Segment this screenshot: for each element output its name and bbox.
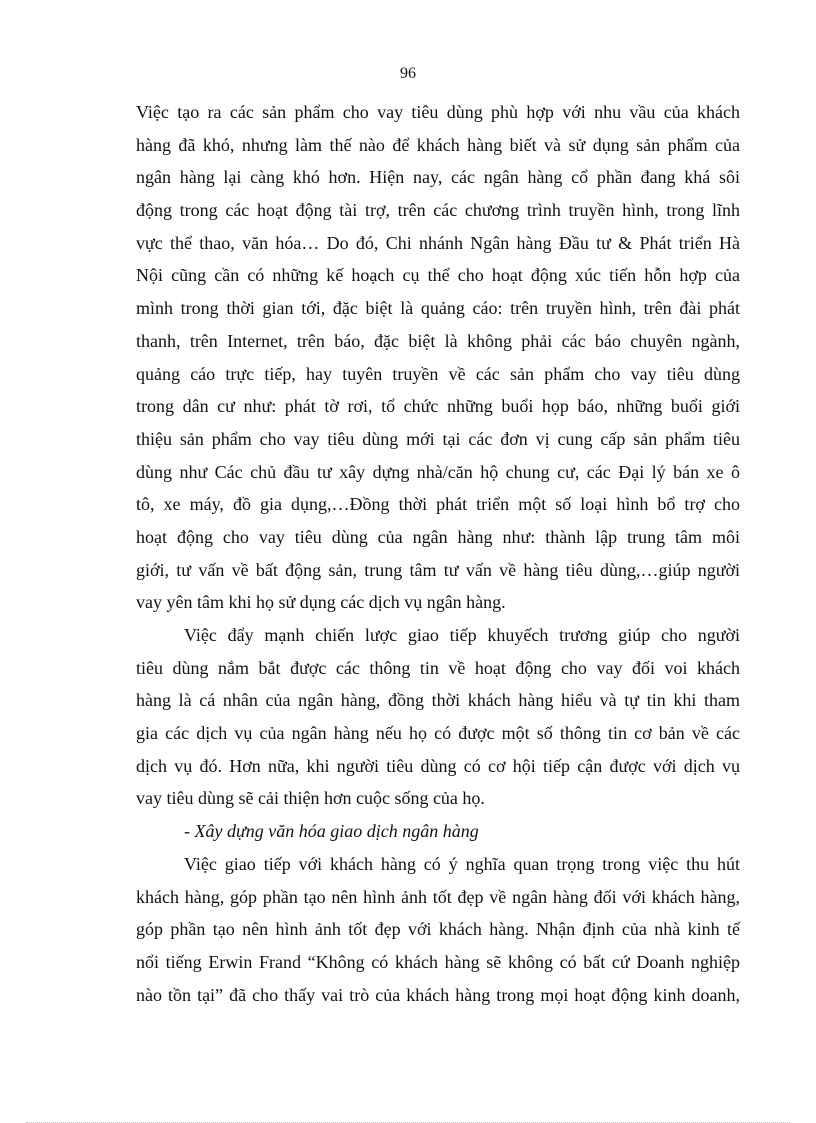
text-line: tô, xe máy, đồ gia dụng,…Đồng thời phát triển một số loại hình bổ trợ cho bbox=[136, 494, 740, 515]
text-line: động trong các hoạt động tài trợ, trên các chương trình truyền hình, trong lĩnh bbox=[136, 200, 740, 221]
text-line: hoạt động cho vay tiêu dùng của ngân hàng như: thành lập trung tâm môi bbox=[136, 526, 740, 547]
text-line: vay yên tâm khi họ sử dụng các dịch vụ ngân hàng. bbox=[136, 592, 506, 613]
text-line: vay tiêu dùng sẽ cải thiện hơn cuộc sống của họ. bbox=[136, 788, 485, 809]
text-line: thanh, trên Internet, trên báo, đặc biệt là không phải các báo chuyên ngành, bbox=[136, 330, 740, 351]
paragraph-3 bbox=[136, 848, 740, 1011]
text-line: giới, tư vấn về bất động sản, trung tâm tư vấn về hàng tiêu dùng,…giúp người bbox=[136, 559, 740, 580]
text-line: tiêu dùng nắm bắt được các thông tin về hoạt động cho vay đối voi khách bbox=[136, 657, 740, 678]
text-line: khách hàng, góp phần tạo nên hình ảnh tốt đẹp về ngân hàng đối với khách hàng, bbox=[136, 886, 740, 907]
page-number: 96 bbox=[400, 65, 416, 82]
section-subheading: - Xây dựng văn hóa giao dịch ngân hàng bbox=[184, 821, 479, 842]
text-line: Nội cũng cần có những kế hoạch cụ thể cho hoạt động xúc tiến hỗn hợp của bbox=[136, 265, 740, 286]
text-line: hàng là cá nhân của ngân hàng, đồng thời khách hàng hiểu và tự tin khi tham bbox=[136, 690, 740, 711]
text-line: Việc đẩy mạnh chiến lược giao tiếp khuyếch trương giúp cho người bbox=[184, 625, 740, 645]
text-line: thiệu sản phẩm cho vay tiêu dùng mới tại các đơn vị cung cấp sản phẩm tiêu bbox=[136, 428, 740, 449]
text-line: dùng như Các chủ đầu tư xây dựng nhà/căn hộ chung cư, các Đại lý bán xe ô bbox=[136, 461, 740, 482]
text-line: nổi tiếng Erwin Frand “Không có khách hàng sẽ không có bất cứ Doanh nghiệp bbox=[136, 951, 740, 972]
text-line: gia các dịch vụ của ngân hàng nếu họ có được một số thông tin cơ bản về các bbox=[136, 723, 740, 744]
document-body bbox=[136, 96, 740, 1011]
paragraph-2 bbox=[136, 619, 740, 815]
text-line: mình trong thời gian tới, đặc biệt là quảng cáo: trên truyền hình, trên đài phát bbox=[136, 298, 740, 319]
text-line: Việc giao tiếp với khách hàng có ý nghĩa quan trọng trong việc thu hút bbox=[184, 853, 740, 874]
paragraph-1 bbox=[136, 96, 740, 619]
text-line: dịch vụ đó. Hơn nữa, khi người tiêu dùng có cơ hội tiếp cận được với dịch vụ bbox=[136, 755, 740, 776]
text-line: nào tồn tại” đã cho thấy vai trò của khách hàng trong mọi hoạt động kinh doanh, bbox=[136, 984, 740, 1005]
text-line: trong dân cư như: phát tờ rơi, tổ chức những buổi họp báo, những buổi giới bbox=[136, 396, 740, 417]
text-line: góp phần tạo nên hình ảnh tốt đẹp với khách hàng. Nhận định của nhà kinh tế bbox=[136, 919, 740, 940]
text-line: hàng đã khó, nhưng làm thế nào để khách hàng biết và sử dụng sản phẩm của bbox=[136, 134, 740, 155]
text-line: vực thể thao, văn hóa… Do đó, Chi nhánh Ngân hàng Đầu tư & Phát triển Hà bbox=[136, 232, 740, 253]
text-line: ngân hàng lại càng khó hơn. Hiện nay, các ngân hàng cổ phần đang khá sôi bbox=[136, 167, 740, 188]
text-line: Việc tạo ra các sản phẩm cho vay tiêu dùng phù hợp với nhu vầu của khách bbox=[136, 102, 740, 122]
text-line: quảng cáo trực tiếp, hay tuyên truyền về các sản phẩm cho vay tiêu dùng bbox=[136, 363, 740, 384]
